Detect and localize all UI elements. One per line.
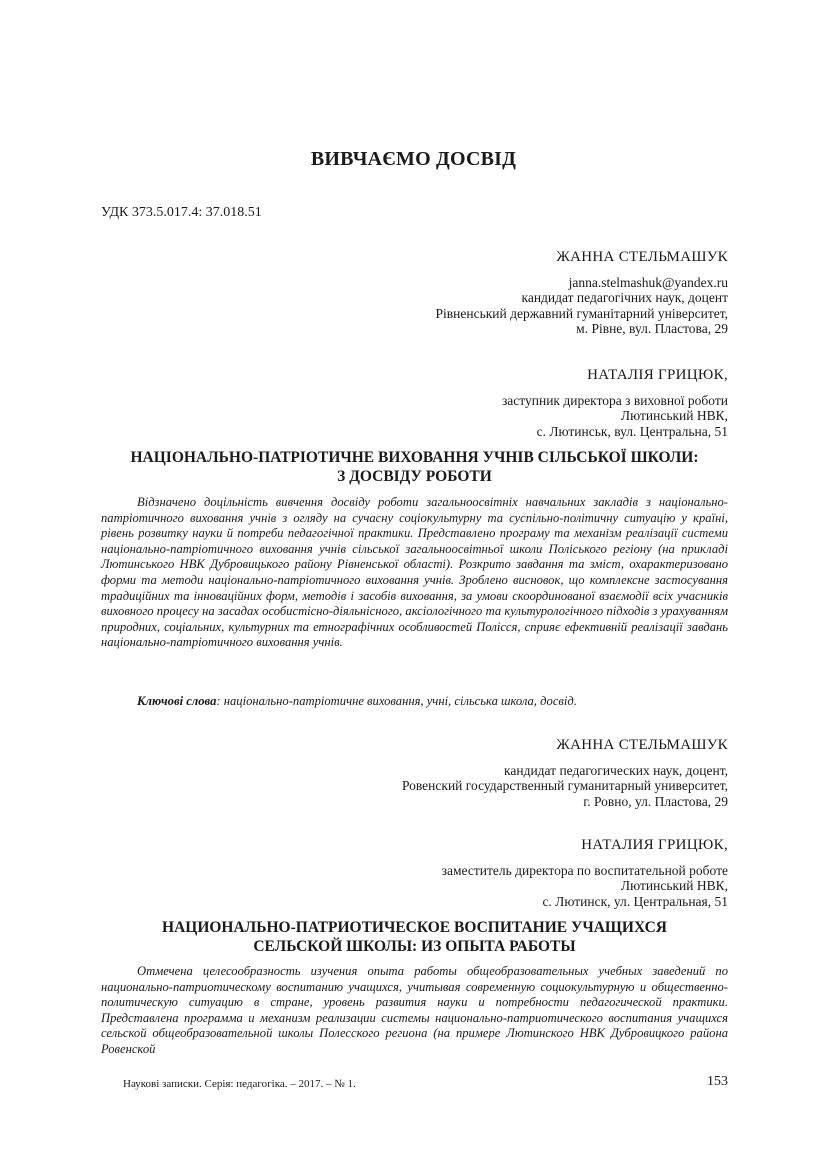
ua-author2-block <box>502 368 728 439</box>
ru-author2-position: заместитель директора по воспитательной роботе <box>441 862 728 878</box>
ua-author1-block <box>436 250 728 337</box>
ua-author2-affiliation: Лютинський НВК, <box>620 408 728 423</box>
section-title: ВИВЧАЄМО ДОСВІД <box>310 148 517 170</box>
ru-author2-affiliation: Лютинський НВК, <box>620 878 728 893</box>
ua-keywords <box>137 694 577 709</box>
ru-abstract: Отмечена целесообразность изучения опыта работы общеобразовательных учебных заведений по национально-патриотическому воспитанию учащихся, учитывая современную социокультурную и общественно-политическую ситуацию в стране, уровень развития науки и потребности педагогической практики. Представлена программа и механизм реализации системы национально-патриотического воспитания учащихся сельской общеобразовательной школы Полесского региона (на примере Лютинского НВК Дубровицкого района Ровенской <box>101 964 728 1056</box>
ua-article-title <box>101 448 728 486</box>
ru-author1-affiliation: Ровенский государственный гуманитарный университет, <box>401 778 728 793</box>
ua-title-line-1: НАЦІОНАЛЬНО-ПАТРІОТИЧНЕ ВИХОВАННЯ УЧНІВ СІЛЬСЬКОЇ ШКОЛИ: <box>130 449 699 466</box>
ru-author1-block <box>402 738 728 809</box>
ua-author1-name: ЖАННА СТЕЛЬМАШУК <box>556 249 728 265</box>
ua-author2-position: заступник директора з виховної роботи <box>501 392 728 408</box>
keywords-label: Ключові слова <box>137 694 217 708</box>
ua-abstract: Відзначено доцільність вивчення досвіду роботи загальноосвітніх навчальних закладів з національно-патріотичного виховання учнів з огляду на сучасну соціокультурну та суспільно-політичну ситуацію у країні, рівень розвитку науки й потреби педагогічної практики. Представлено програму та механізм реалізації системи національно-патріотичного виховання учнів сільської загальноосвітньої школи Поліського регіону (на прикладі Лютинського НВК Дубровицького району Рівненської області). Розкрито завдання та зміст, охарактеризовано форми та методи національно-патріотичного виховання учнів. Зроблено висновок, що комплексне застосування традиційних та інноваційних форм, методів і засобів виховання, за умови скоординованої взаємодії всіх учасників виховного процесу на засадах особистісно-діяльнісного, аксіологічного та культурологічного підходів з урахуванням природних, соціальних, культурних та етнографічних особливостей Полісся, сприяє ефективній реалізації завдань національно-патріотичного виховання учнів. <box>101 495 728 650</box>
ua-author1-degree: кандидат педагогічних наук, доцент <box>521 290 728 305</box>
ua-author1-affiliation: Рівненський державний гуманітарний університет, <box>435 305 728 321</box>
ru-author2-block <box>442 838 728 909</box>
ru-article-title <box>101 918 728 956</box>
udk-code: УДК 373.5.017.4: 37.018.51 <box>101 205 262 220</box>
ua-author2-address: с. Лютинськ, вул. Центральна, 51 <box>536 423 728 439</box>
ua-author2-name: НАТАЛІЯ ГРИЦЮК, <box>587 367 728 383</box>
page-number: 153 <box>707 1074 728 1089</box>
keywords-text: : національно-патріотичне виховання, учні, сільська школа, досвід. <box>216 694 577 708</box>
ru-author1-name: ЖАННА СТЕЛЬМАШУК <box>556 737 728 753</box>
journal-footer: Наукові записки. Серія: педагогіка. – 2017. – № 1. <box>123 1078 356 1090</box>
ru-author1-degree: кандидат педагогических наук, доцент, <box>504 762 728 778</box>
ru-author2-name: НАТАЛИЯ ГРИЦЮК, <box>581 837 728 853</box>
ua-author1-email: janna.stelmashuk@yandex.ru <box>568 274 728 290</box>
ua-author1-address: м. Рівне, вул. Пластова, 29 <box>576 321 728 336</box>
ru-author1-address: г. Ровно, ул. Пластова, 29 <box>583 793 728 809</box>
ru-title-line-2: СЕЛЬСКОЙ ШКОЛЫ: ИЗ ОПЫТА РАБОТЫ <box>253 938 576 955</box>
ru-title-line-1: НАЦИОНАЛЬНО-ПАТРИОТИЧЕСКОЕ ВОСПИТАНИЕ УЧАЩИХСЯ <box>162 919 667 936</box>
ru-author2-address: с. Лютинск, ул. Центральная, 51 <box>542 893 728 909</box>
ua-title-line-2: З ДОСВІДУ РОБОТИ <box>337 468 492 485</box>
